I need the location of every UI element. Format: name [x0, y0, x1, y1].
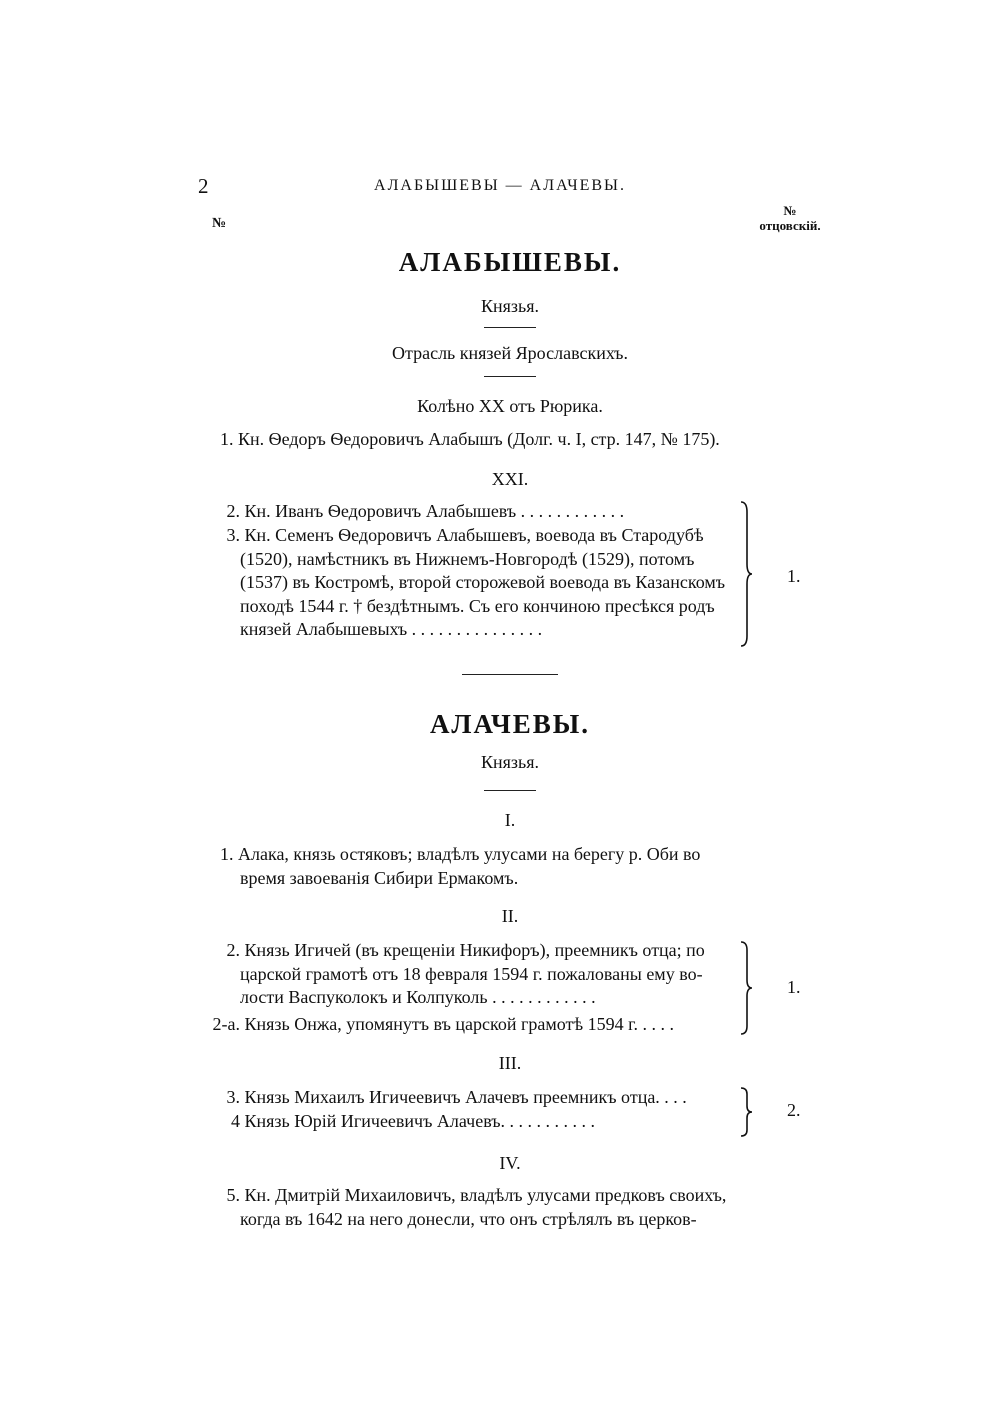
right-brace — [738, 1086, 754, 1138]
entry-line: когда въ 1642 на него донесли, что онъ стрѣлялъ въ церков- — [240, 1208, 697, 1229]
entry-line: князей Алабышевыхъ . . . . . . . . . . . . . . . — [240, 619, 543, 639]
father-number: 1. — [787, 566, 801, 586]
genealogy-entry — [200, 524, 740, 642]
entry-line: время завоеванія Сибири Ермакомъ. — [240, 867, 519, 888]
entry-number: 3. — [226, 1087, 240, 1107]
section-divider — [462, 674, 558, 675]
entry-number: 2. — [226, 501, 240, 521]
generation-heading: I. — [504, 810, 516, 830]
running-head: АЛАБЫШЕВЫ — АЛАЧЕВЫ. — [374, 177, 626, 194]
divider-rule — [484, 327, 536, 328]
page-number: 2 — [198, 174, 209, 198]
entry-line: Князь Игичей (въ крещеніи Никифоръ), преемникъ отца; по — [244, 940, 705, 960]
generation-heading: XXI. — [491, 469, 529, 489]
entry-line: лости Васпуколокъ и Колпуколь . . . . . . . . . . . . — [240, 987, 596, 1007]
right-brace — [738, 500, 754, 648]
entry-text: Князь Михаилъ Игичеевичъ Алачевъ преемникъ отца. . . . — [244, 1087, 687, 1107]
father-number-symbol: № — [783, 203, 797, 218]
entry-text: Князь Юрій Игичеевичъ Алачевъ. . . . . . . . . . . — [244, 1111, 596, 1131]
genealogy-entry — [200, 1110, 740, 1134]
entry-number: 4 — [231, 1111, 240, 1131]
entry-text: Кн. Иванъ Ѳедоровичъ Алабышевъ . . . . . . . . . . . . — [244, 501, 625, 521]
entry-number: 3. — [226, 525, 240, 545]
section-title-alabyshevy: АЛАБЫШЕВЫ. — [398, 247, 622, 277]
section-subtitle: Князья. — [480, 752, 540, 772]
genealogy-entry — [200, 1184, 740, 1231]
genealogy-entry — [200, 939, 740, 1010]
entry-line: (1520), намѣстникъ въ Нижнемъ-Новгородѣ (1529), потомъ — [240, 548, 695, 569]
entry-number: 5. — [226, 1185, 240, 1205]
entry-line: походѣ 1544 г. † бездѣтнымъ. Съ его кончиною пресѣкся родъ — [240, 595, 715, 616]
entry-line: Кн. Семенъ Ѳедоровичъ Алабышевъ, воевода въ Стародубѣ — [244, 525, 704, 545]
right-brace — [738, 940, 754, 1036]
entry-number: 2. — [226, 940, 240, 960]
entry-line: Кн. Дмитрій Михаиловичъ, владѣлъ улусами предковъ своихъ, — [244, 1185, 727, 1205]
genealogy-entry — [200, 500, 740, 524]
entry-number: 2-а. — [212, 1014, 240, 1034]
divider-rule — [484, 376, 536, 377]
entry-line: царской грамотѣ отъ 18 февраля 1594 г. пожалованы ему во- — [240, 963, 703, 984]
entry-text: Князь Онжа, упомянутъ въ царской грамотѣ 1594 г. . . . . — [244, 1014, 675, 1034]
genealogy-entry — [200, 1013, 740, 1037]
generation-heading: II. — [501, 906, 519, 926]
generation-heading: III. — [498, 1053, 522, 1073]
generation-heading: IV. — [499, 1153, 521, 1173]
genealogy-entry — [220, 843, 740, 890]
father-number-column-label — [740, 203, 840, 233]
genealogy-entry: 1. Кн. Ѳедоръ Ѳедоровичъ Алабышъ (Долг. ч. I, стр. 147, № 175). — [220, 429, 720, 449]
father-number: 1. — [787, 977, 801, 997]
father-number: 2. — [787, 1100, 801, 1120]
entry-line: 1. Алака, князь остяковъ; владѣлъ улусами на берегу р. Оби во — [220, 844, 701, 864]
divider-rule — [484, 790, 536, 791]
generation-heading: Колѣно XX отъ Рюрика. — [417, 396, 603, 416]
branch-caption: Отрасль князей Ярославскихъ. — [392, 343, 628, 363]
section-title-alachevy: АЛАЧЕВЫ. — [429, 709, 591, 739]
number-column-label: № — [212, 216, 227, 231]
father-number-caption: отцовскій. — [759, 218, 821, 233]
genealogy-entry — [200, 1086, 740, 1110]
entry-line: (1537) въ Костромѣ, второй сторожевой воевода въ Казанскомъ — [240, 572, 726, 592]
section-subtitle: Князья. — [480, 296, 540, 316]
